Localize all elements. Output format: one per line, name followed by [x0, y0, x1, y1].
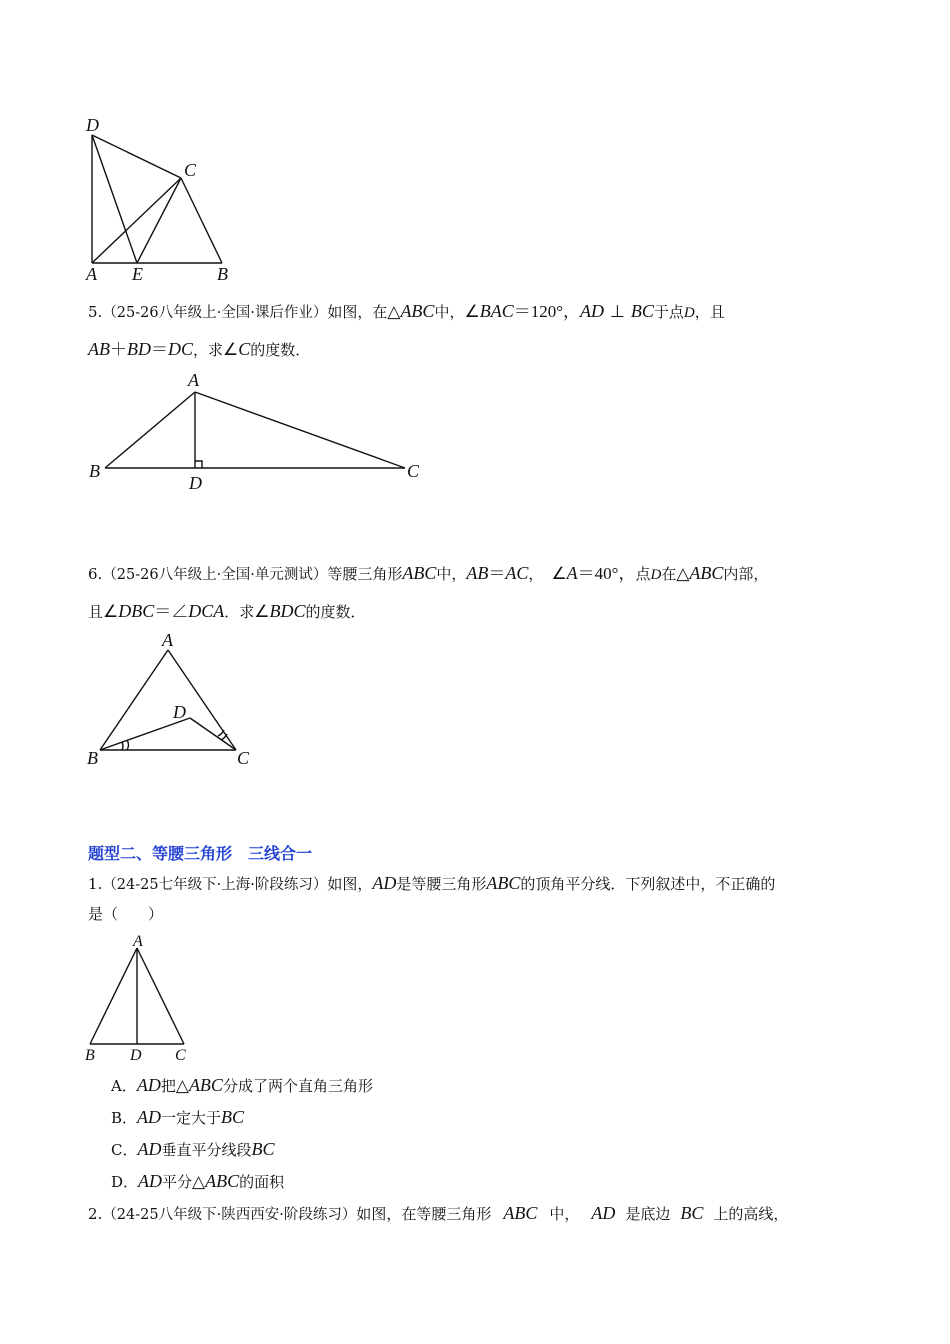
q6-d: D	[650, 567, 662, 583]
label-b: B	[89, 461, 100, 481]
label-c: C	[407, 461, 420, 481]
q6-text-b: 中，	[436, 565, 467, 583]
q6-text-c: 点	[635, 565, 651, 583]
q6-eq: ＝	[488, 564, 506, 583]
q6-ab: AB	[466, 563, 489, 583]
label-e: E	[132, 264, 143, 284]
option-b-post: BC	[221, 1107, 245, 1127]
q5-line1	[88, 300, 725, 324]
s2q1-ad: AD	[372, 873, 397, 893]
option-c[interactable]	[111, 1138, 275, 1161]
q5-line2	[88, 338, 310, 361]
s2q1-line2-text: 是（ ）	[88, 905, 164, 923]
q5-c: C	[238, 339, 251, 359]
option-a-post: ABC	[188, 1075, 223, 1095]
segment-ba	[105, 392, 195, 468]
angle-mark-dbc-1	[122, 742, 123, 750]
q5-text-d: ，且	[694, 303, 725, 321]
option-b-pre: AD	[137, 1107, 162, 1127]
option-a-tail: 分成了两个直角三角形	[222, 1077, 373, 1095]
q5-bac: BAC	[479, 301, 514, 321]
label-d: D	[189, 473, 202, 493]
q6-angle-symbol-4: ∠	[254, 602, 270, 621]
q6-line2-c: 的度数．	[305, 603, 366, 621]
option-d-post: ABC	[205, 1171, 240, 1191]
figure-s2q1	[82, 930, 197, 1065]
q5-text-c: 于点	[653, 303, 684, 321]
s2q1-text-c: 的顶角平分线．下列叙述中，不正确的	[520, 875, 776, 893]
label-c: C	[237, 748, 250, 768]
q6-ac: AC	[505, 563, 529, 583]
s2q1-text-b: 是等腰三角形	[396, 875, 487, 893]
q6-angle-symbol-2: ∠	[103, 602, 119, 621]
q6-text-e: 内部，	[723, 565, 769, 583]
segment-dc	[190, 718, 236, 750]
option-c-letter: C．	[111, 1141, 138, 1159]
label-c: C	[175, 1047, 186, 1064]
q6-eq-2: ＝	[154, 602, 172, 621]
q6-a: A	[566, 563, 578, 583]
option-a-text: 把	[160, 1077, 176, 1095]
s2q2-number: 2.	[88, 1205, 103, 1223]
label-a: A	[188, 370, 199, 390]
label-c: C	[184, 160, 197, 180]
option-d-pre: AD	[138, 1171, 163, 1191]
option-d-tri: △	[192, 1172, 206, 1191]
segment-bd	[100, 718, 190, 750]
q5-triangle-symbol: △	[387, 302, 401, 321]
q5-text-e: ，求	[193, 341, 224, 359]
q5-d: D	[683, 305, 695, 321]
q5-line2-dc: DC	[168, 339, 194, 359]
s2q1-text-a: 如图，	[327, 875, 373, 893]
s2q2-text-c: 是底边	[625, 1205, 671, 1223]
s2q2-text-a: 如图，在等腰三角形	[356, 1205, 492, 1223]
q6-triangle-symbol: △	[676, 564, 690, 583]
option-a-tri: △	[175, 1076, 189, 1095]
label-b: B	[217, 264, 228, 284]
label-a: A	[86, 264, 97, 284]
q5-line2-bd: BD	[127, 339, 151, 359]
segment-ac	[137, 948, 184, 1044]
s2q2-ad: AD	[591, 1203, 616, 1223]
q5-ad: AD	[580, 301, 605, 321]
label-b: B	[85, 1047, 95, 1064]
q5-text-f: 的度数．	[250, 341, 311, 359]
q5-bc: BC	[630, 301, 654, 321]
q5-text-b: 中，	[434, 303, 465, 321]
q5-eq: ＝	[151, 340, 168, 359]
s2q2-source: （24-25八年级下·陕西西安·阶段练习）	[102, 1207, 357, 1223]
q5-abc: ABC	[400, 301, 435, 321]
option-b-letter: B．	[111, 1109, 138, 1127]
q6-angle-symbol-3: ∠	[171, 602, 189, 621]
segment-ab	[100, 650, 168, 750]
q6-line2-a: 且	[88, 603, 104, 621]
s2q1-source: （24-25七年级下·上海·阶段练习）	[102, 877, 328, 893]
q5-eq120: ＝120°，	[513, 302, 581, 321]
q6-abc2: ABC	[689, 563, 724, 583]
q6-text-d: 在	[661, 565, 677, 583]
q6-eq40: ＝40°，	[577, 564, 636, 583]
option-a-pre: AD	[136, 1075, 161, 1095]
q5-text-a: 如图，在	[327, 303, 388, 321]
q5-plus: ＋	[110, 340, 127, 359]
option-d[interactable]	[111, 1170, 284, 1193]
s2q2-bc: BC	[680, 1203, 704, 1223]
option-d-text: 平分	[162, 1173, 193, 1191]
q6-text-a: 等腰三角形	[327, 565, 403, 583]
angle-mark-dbc-2	[127, 740, 129, 750]
q5-source: （25-26八年级上·全国·课后作业）	[102, 305, 328, 321]
label-d: D	[173, 702, 186, 722]
label-a: A	[162, 630, 173, 650]
segment-ac	[195, 392, 405, 468]
s2q2-text-b: 中，	[549, 1205, 580, 1223]
s2q1-line2	[88, 903, 163, 925]
s2q1-number: 1.	[88, 875, 103, 893]
segment-ec	[137, 178, 181, 263]
s2q2-line1	[88, 1202, 788, 1226]
figure-q6	[85, 628, 260, 773]
q6-number: 6.	[88, 565, 103, 583]
q6-line2	[88, 600, 366, 623]
q5-angle-symbol-2: ∠	[223, 340, 239, 359]
segment-cb	[181, 178, 222, 263]
q5-line2-ab: AB	[88, 339, 110, 359]
angle-mark-dca-1	[221, 734, 227, 740]
angle-mark-dca-2	[218, 730, 224, 736]
option-d-tail: 的面积	[239, 1173, 285, 1191]
s2q2-text-d: 上的高线，	[713, 1205, 789, 1223]
label-d: D	[86, 115, 99, 135]
label-d: D	[130, 1047, 142, 1064]
figure-q4	[80, 110, 250, 285]
q6-angle-symbol: ∠	[551, 564, 567, 583]
option-a[interactable]	[111, 1074, 373, 1097]
q6-bdc: BDC	[269, 601, 306, 621]
q5-perp: ⊥	[610, 302, 625, 321]
segment-ab	[90, 948, 137, 1044]
label-b: B	[87, 748, 98, 768]
figure-q5	[85, 365, 430, 495]
s2q2-abc: ABC	[503, 1203, 538, 1223]
label-a: A	[133, 933, 143, 950]
q5-angle-symbol: ∠	[464, 302, 480, 321]
right-angle-mark	[195, 461, 202, 468]
s2q1-abc: ABC	[486, 873, 521, 893]
option-b-text: 一定大于	[161, 1109, 222, 1127]
option-a-letter: A．	[111, 1077, 137, 1095]
option-c-post: BC	[251, 1139, 275, 1159]
option-d-letter: D．	[111, 1173, 139, 1191]
s2q1-line1	[88, 872, 775, 896]
q5-number: 5.	[88, 303, 103, 321]
q6-dbc: DBC	[118, 601, 155, 621]
segment-ac	[92, 178, 181, 263]
option-c-text: 垂直平分线段	[161, 1141, 252, 1159]
q6-dca: DCA	[188, 601, 225, 621]
option-c-pre: AD	[137, 1139, 162, 1159]
section-heading: 题型二、等腰三角形 三线合一	[88, 844, 313, 863]
q6-line2-b: ．求	[224, 603, 255, 621]
q6-comma: ，	[528, 565, 544, 583]
q6-source: （25-26八年级上·全国·单元测试）	[102, 567, 328, 583]
option-b[interactable]	[111, 1106, 244, 1129]
q6-abc: ABC	[402, 563, 437, 583]
q6-line1	[88, 562, 768, 586]
